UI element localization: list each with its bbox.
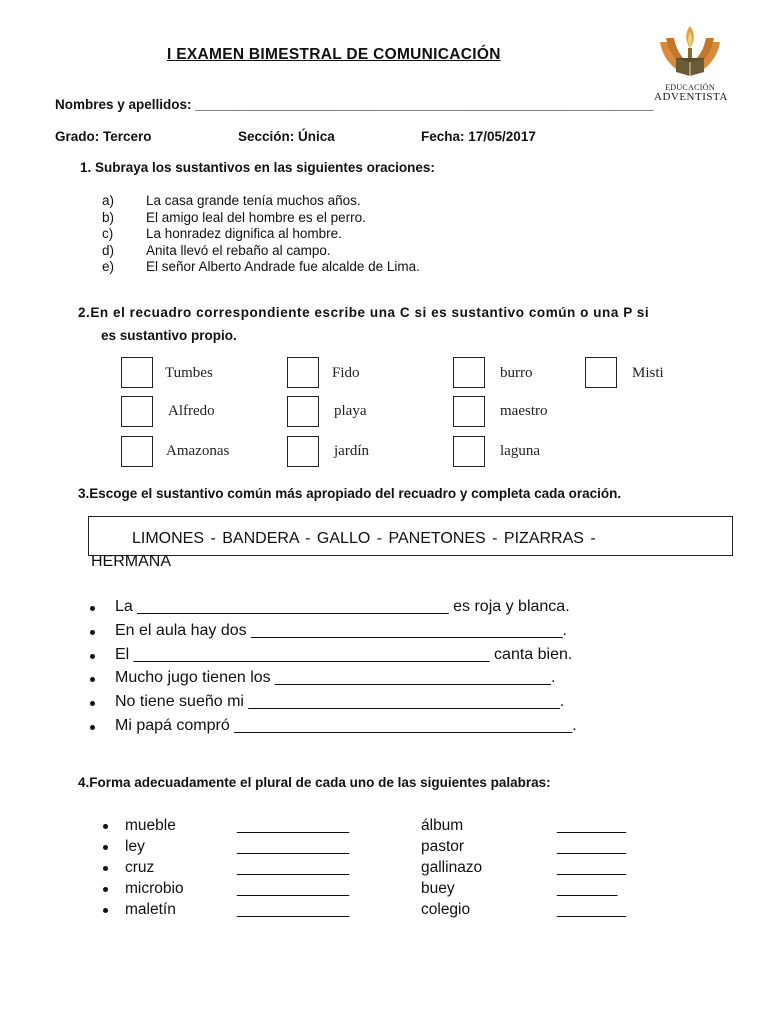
word-bank-line1: LIMONES - BANDERA - GALLO - PANETONES - PIZARRAS -: [132, 530, 596, 547]
answer-box-alfredo[interactable]: [121, 396, 153, 427]
question-1-prompt: 1. Subraya los sustantivos en las siguientes oraciones:: [80, 160, 435, 175]
plural-word-maletin: maletín: [125, 901, 176, 918]
question-2-prompt-line2: es sustantivo propio.: [101, 328, 237, 343]
list-item: c) La honradez dignifica al hombre.: [102, 226, 342, 242]
plural-word-ley: ley: [125, 838, 145, 855]
list-item: d) Anita llevó el rebaño al campo.: [102, 242, 331, 258]
logo-text-line2: ADVENTISTA: [654, 91, 728, 103]
word-laguna: laguna: [500, 443, 540, 459]
word-fido: Fido: [332, 365, 360, 381]
section-label: Sección: Única: [238, 129, 335, 144]
plural-blank[interactable]: _____________: [237, 880, 350, 897]
plural-blank[interactable]: ________: [557, 838, 626, 855]
word-misti: Misti: [632, 365, 664, 381]
grade-label: Grado: Tercero: [55, 129, 152, 144]
plural-word-cruz: cruz: [125, 859, 155, 876]
plural-blank[interactable]: _____________: [237, 859, 350, 876]
answer-box-misti[interactable]: [585, 357, 617, 388]
plural-word-microbio: microbio: [125, 880, 184, 897]
word-burro: burro: [500, 365, 533, 381]
word-amazonas: Amazonas: [166, 443, 230, 459]
list-item: a) La casa grande tenía muchos años.: [102, 193, 361, 208]
plural-word-colegio: colegio: [421, 901, 471, 918]
word-maestro: maestro: [500, 403, 548, 419]
question-3-prompt: 3.Escoge el sustantivo común más apropiado del recuadro y completa cada oración.: [78, 486, 622, 501]
answer-box-maestro[interactable]: [453, 396, 485, 427]
answer-box-fido[interactable]: [287, 357, 319, 388]
question-1-list: [102, 193, 420, 276]
plural-blank[interactable]: ________: [557, 859, 626, 876]
answer-box-amazonas[interactable]: [121, 436, 153, 467]
answer-box-playa[interactable]: [287, 396, 319, 427]
logo-text-line1: EDUCACIÓN: [665, 83, 715, 92]
plural-blank[interactable]: _____________: [237, 817, 350, 834]
plural-word-pastor: pastor: [421, 838, 465, 855]
answer-box-laguna[interactable]: [453, 436, 485, 467]
page-title: I EXAMEN BIMESTRAL DE COMUNICACIÓN: [167, 46, 501, 63]
plural-blank[interactable]: ________: [557, 901, 626, 918]
plural-blank[interactable]: _____________: [237, 838, 350, 855]
word-playa: playa: [334, 403, 367, 419]
question-3-sentences: La ___________________________________ es roja y blanca. En el aula hay dos ___________________________________. El ________________________________________ canta bien. Mucho jugo tienen los _______________________________. No tiene sueño mi ___________________________________. Mi papá compró ______________________________________.: [90, 594, 690, 754]
question-2-prompt-line1: 2.En el recuadro correspondiente escribe una C si es sustantivo común o una P si: [78, 305, 650, 320]
word-tumbes: Tumbes: [165, 365, 213, 381]
list-item: e) El señor Alberto Andrade fue alcalde de Lima.: [102, 259, 420, 275]
word-alfredo: Alfredo: [168, 403, 215, 419]
plural-blank[interactable]: _____________: [237, 901, 350, 918]
date-label: Fecha: 17/05/2017: [421, 129, 536, 144]
question-4-prompt: 4.Forma adecuadamente el plural de cada uno de las siguientes palabras:: [78, 775, 551, 790]
plural-word-buey: buey: [421, 880, 455, 897]
plural-blank[interactable]: ________: [557, 817, 626, 834]
plural-blank[interactable]: _______: [557, 880, 618, 897]
plural-word-gallinazo: gallinazo: [421, 859, 483, 876]
plural-word-album: álbum: [421, 817, 464, 834]
hands-flame-icon: [654, 20, 726, 84]
answer-box-jardin[interactable]: [287, 436, 319, 467]
word-bank-line2: HERMANA: [91, 553, 172, 570]
list-item: b) El amigo leal del hombre es el perro.: [102, 209, 366, 225]
answer-box-burro[interactable]: [453, 357, 485, 388]
word-jardin: jardín: [334, 443, 369, 459]
plural-word-mueble: mueble: [125, 817, 176, 834]
answer-box-tumbes[interactable]: [121, 357, 153, 388]
name-field-label: Nombres y apellidos: _____________________________________________________________: [55, 97, 654, 112]
adventist-education-logo: [654, 20, 726, 104]
